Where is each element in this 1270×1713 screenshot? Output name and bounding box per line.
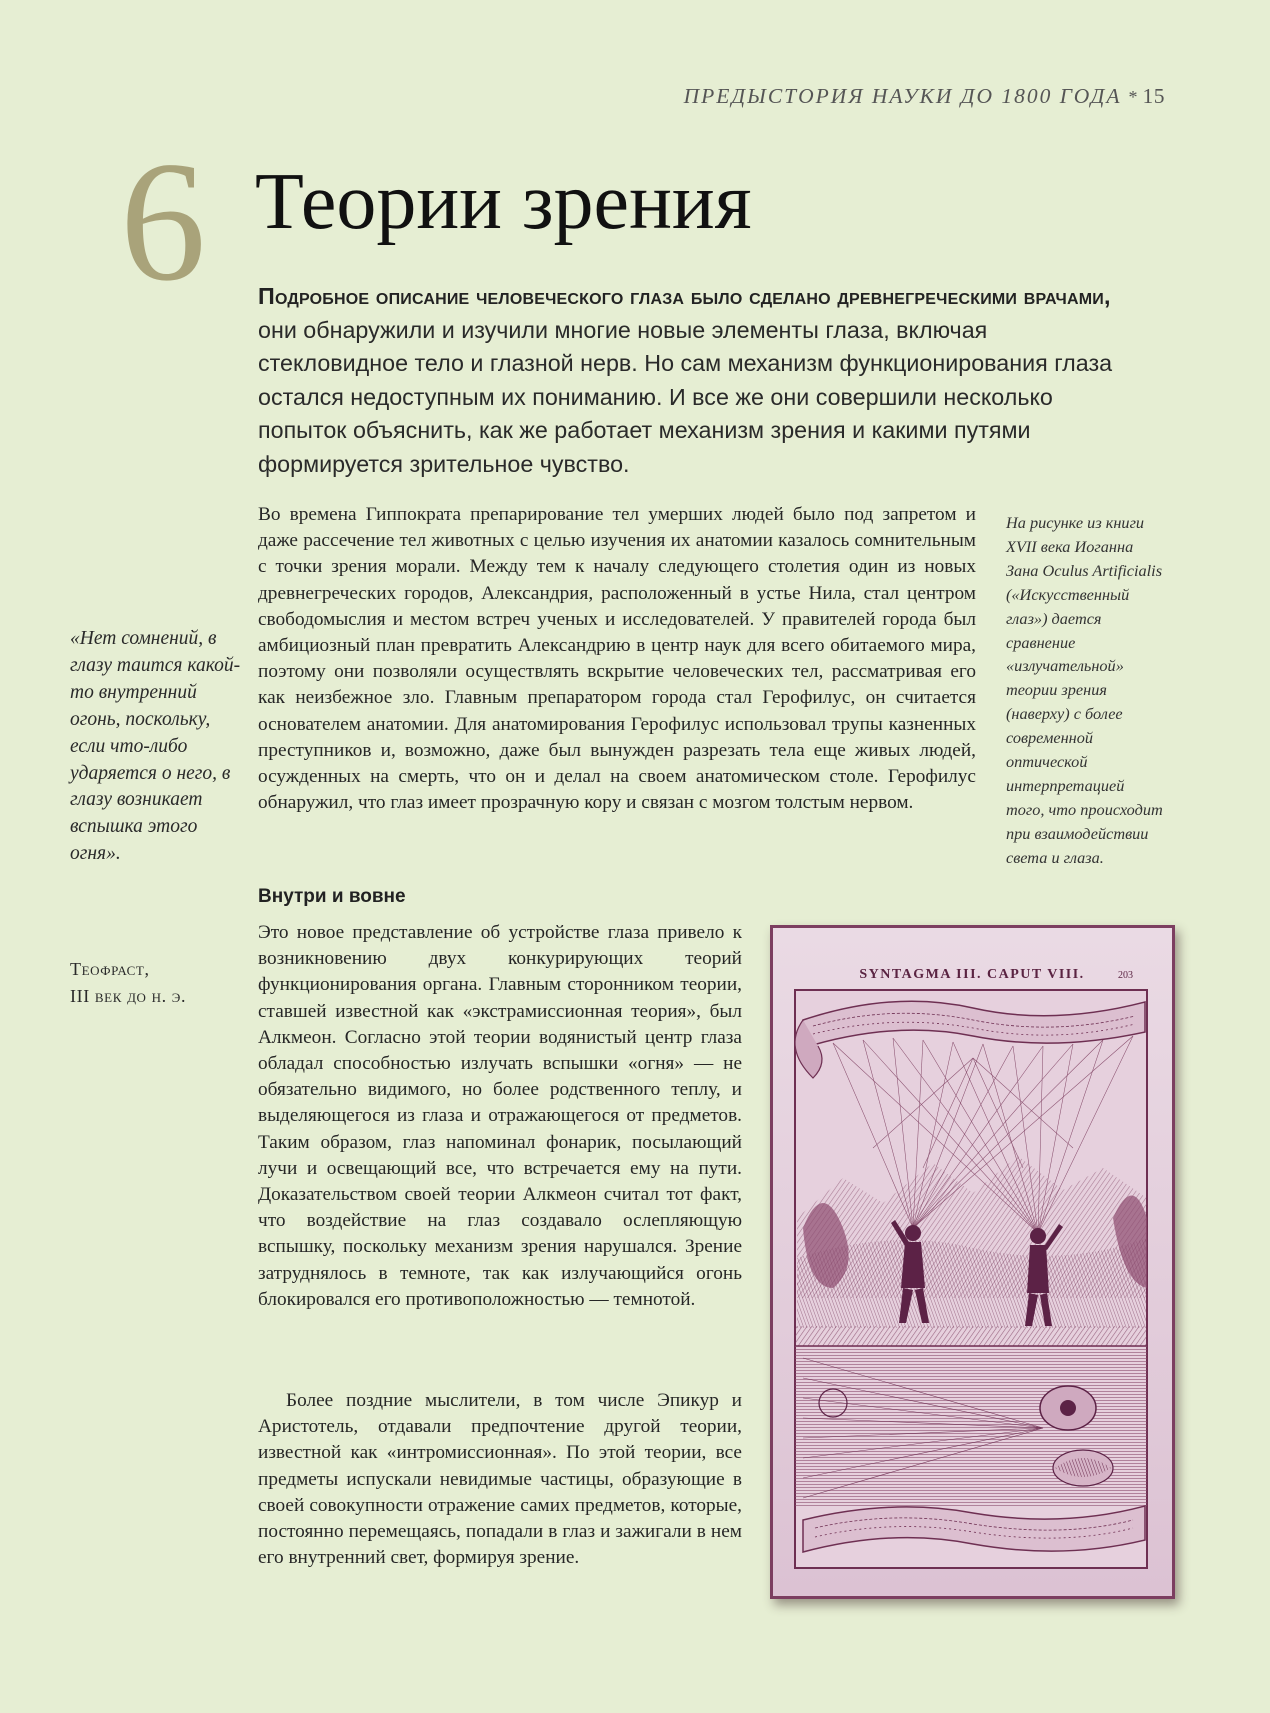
engraving-illustration	[770, 925, 1175, 1599]
image-caption: На рисунке из книги XVII века Иоганна Зана Oculus Artificialis («Искусственный глаз») дается сравнение «излучательной» теории зрения (наверху) с более современной оптической интерпретацией того, что происходит при взаимодействии света и глаза.	[1006, 513, 1163, 867]
body-paragraph-3: Более поздние мыслители, в том числе Эпикур и Аристотель, отдавали предпочтение другой теории, известной как «интромиссионная». По этой теории, все предметы испускали невидимые частицы, образующие в своей совокупности отражение самих предметов, которые, постоянно перемещаясь, попадали в глаз и зажигали в нем его внутренний свет, формируя зрение.	[258, 1390, 742, 1569]
intro-paragraph: Во времена Гиппократа препарирование тел умерших людей было под запретом и даже рассечение тел животных с целью изучения их анатомии казалось сомнительным с точки зрения морали. Между тем к началу следующего столетия один из новых древнегреческих городов, Александрия, расположенный в устье Нила, стал центром свободомыслия и местом встреч ученых и исследователей. У правителей города был амбициозный план превратить Александрию в центр наук для всего обитаемого мира, поэтому они позволяли осуществлять вскрытие человеческих тел, рассматривая его как неизбежное зло. Главным препаратором города стал Герофилус, он считается основателем анатомии. Для анатомирования Герофилус использовал трупы казненных преступников и, возможно, даже был вынужден разрезать тела еще живых людей, осужденных на смерть, что он и делал на своем анатомическом столе. Герофилус обнаружил, что глаз имеет прозрачную кору и связан с мозгом толстым нервом.	[258, 504, 976, 814]
running-head-separator: *	[1128, 87, 1138, 107]
section-heading: Внутри и вовне	[258, 886, 406, 907]
lead-text: они обнаружили и изучили многие новые элементы глаза, включая стекловидное тело и глазной нерв. Но сам механизм функционирования глаза остался недоступным их пониманию. И все же они совершили несколько попыток объяснить, как же работает механизм зрения и какими путями формируется зрительное чувство.	[258, 316, 1113, 477]
page-number: 15	[1142, 84, 1165, 108]
chapter-number: 6	[120, 127, 206, 317]
running-head-title: ПРЕДЫСТОРИЯ НАУКИ ДО 1800 ГОДА	[683, 84, 1122, 108]
lead-paragraph	[258, 280, 1138, 481]
quote-date: III век до н. э.	[70, 985, 187, 1006]
lead-emphasis: Подробное описание человеческого глаза было сделано древнегреческими врачами,	[258, 283, 1111, 309]
engraving-page: 203	[1118, 970, 1133, 981]
body-paragraph-2: Это новое представление об устройстве глаза привело к возникновению двух конкурирующих теорий функционирования органа. Главным сторонником теории, ставшей известной как «экстрамиссионная теория», был Алкмеон. Согласно этой теории водянистый центр глаза обладал способностью излучать вспышки «огня» — не обязательно видимого, но более родственного теплу, и выделяющегося из глаза и отражающегося от предметов. Таким образом, глаз напоминал фонарик, посылающий лучи и освещающий все, что встречается ему на пути. Доказательством своей теории Алкмеон считал тот факт, что воздействие на глаз создавало ослепляющую вспышку, поскольку механизм зрения нарушался. Зрение затруднялось в темноте, так как излучающийся огонь блокировался его противоположностью — темнотой.	[258, 922, 742, 1310]
pull-quote: «Нет сомнений, в глазу таится какой-то внутренний огонь, поскольку, если что-либо ударяется о него, в глазу возникает вспышка этого огня».	[70, 628, 241, 865]
quote-author: Теофраст,	[70, 959, 150, 979]
engraving-art	[773, 928, 1172, 1596]
chapter-title: Теории зрения	[255, 158, 752, 246]
running-head	[560, 84, 1165, 109]
engraving-header: SYNTAGMA III. CAPUT VIII.	[859, 967, 1085, 982]
quote-attribution	[70, 956, 250, 1009]
